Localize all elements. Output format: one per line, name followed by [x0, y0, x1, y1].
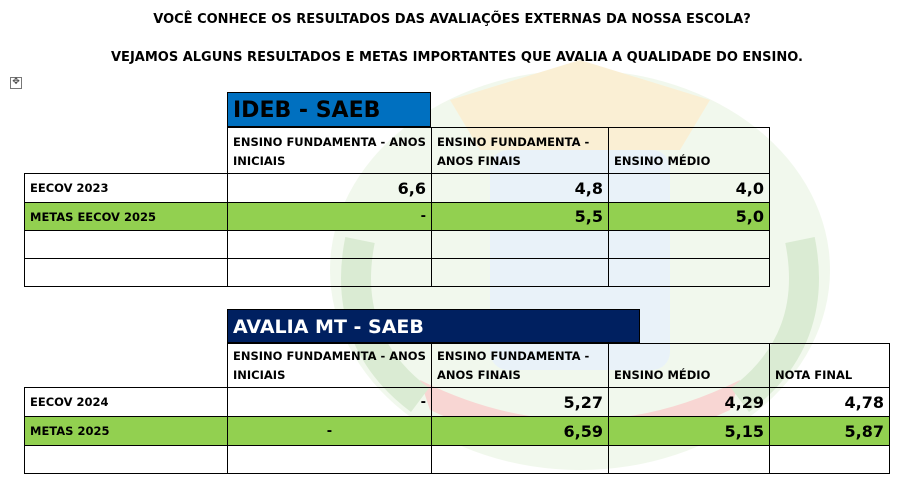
value-cell: 4,78	[770, 388, 890, 417]
table-row	[25, 417, 890, 446]
value-cell: -	[228, 388, 432, 417]
value-cell: -	[228, 203, 432, 231]
value-cell: 6,6	[228, 174, 432, 203]
empty-corner	[25, 344, 228, 388]
header-ef-anos-finais: ENSINO FUNDAMENTA - ANOS FINAIS	[432, 344, 609, 388]
ideb-title: IDEB - SAEB	[227, 92, 431, 127]
value-cell: 5,87	[770, 417, 890, 446]
empty-cell	[25, 231, 228, 259]
empty-cell	[228, 259, 432, 287]
table-row	[25, 259, 770, 287]
empty-cell	[609, 231, 770, 259]
table-row	[25, 174, 770, 203]
empty-cell	[609, 259, 770, 287]
empty-cell	[25, 259, 228, 287]
heading-line-1: VOCÊ CONHECE OS RESULTADOS DAS AVALIAÇÕES EXTERNAS DA NOSSA ESCOLA?	[153, 12, 751, 27]
header-ef-anos-finais: ENSINO FUNDAMENTA - ANOS FINAIS	[432, 128, 609, 174]
empty-cell	[609, 446, 770, 474]
heading-line-2: VEJAMOS ALGUNS RESULTADOS E METAS IMPORTANTES QUE AVALIA A QUALIDADE DO ENSINO.	[111, 50, 803, 65]
avalia-title: AVALIA MT - SAEB	[227, 309, 640, 343]
ideb-table	[24, 127, 770, 287]
row-label: EECOV 2023	[25, 174, 228, 203]
avalia-table	[24, 343, 890, 474]
empty-cell	[432, 259, 609, 287]
value-cell: 5,0	[609, 203, 770, 231]
empty-corner	[25, 128, 228, 174]
row-label: METAS 2025	[25, 417, 228, 446]
value-cell: 4,8	[432, 174, 609, 203]
value-cell: 5,5	[432, 203, 609, 231]
table-row	[25, 388, 890, 417]
value-cell: -	[228, 417, 432, 446]
value-cell: 5,15	[609, 417, 770, 446]
row-label: EECOV 2024	[25, 388, 228, 417]
empty-cell	[432, 231, 609, 259]
header-ef-anos-iniciais: ENSINO FUNDAMENTA - ANOS INICIAIS	[228, 344, 432, 388]
table-row	[25, 231, 770, 259]
empty-cell	[25, 446, 228, 474]
row-label: METAS EECOV 2025	[25, 203, 228, 231]
empty-cell	[770, 446, 890, 474]
empty-cell	[228, 446, 432, 474]
table-row	[25, 203, 770, 231]
header-ensino-medio: ENSINO MÉDIO	[609, 344, 770, 388]
empty-cell	[432, 446, 609, 474]
value-cell: 5,27	[432, 388, 609, 417]
value-cell: 6,59	[432, 417, 609, 446]
header-ensino-medio: ENSINO MÉDIO	[609, 128, 770, 174]
table-move-handle-icon[interactable]: ✥	[10, 77, 22, 89]
table-row	[25, 446, 890, 474]
header-nota-final: NOTA FINAL	[770, 344, 890, 388]
header-ef-anos-iniciais: ENSINO FUNDAMENTA - ANOS INICIAIS	[228, 128, 432, 174]
value-cell: 4,29	[609, 388, 770, 417]
empty-cell	[228, 231, 432, 259]
value-cell: 4,0	[609, 174, 770, 203]
